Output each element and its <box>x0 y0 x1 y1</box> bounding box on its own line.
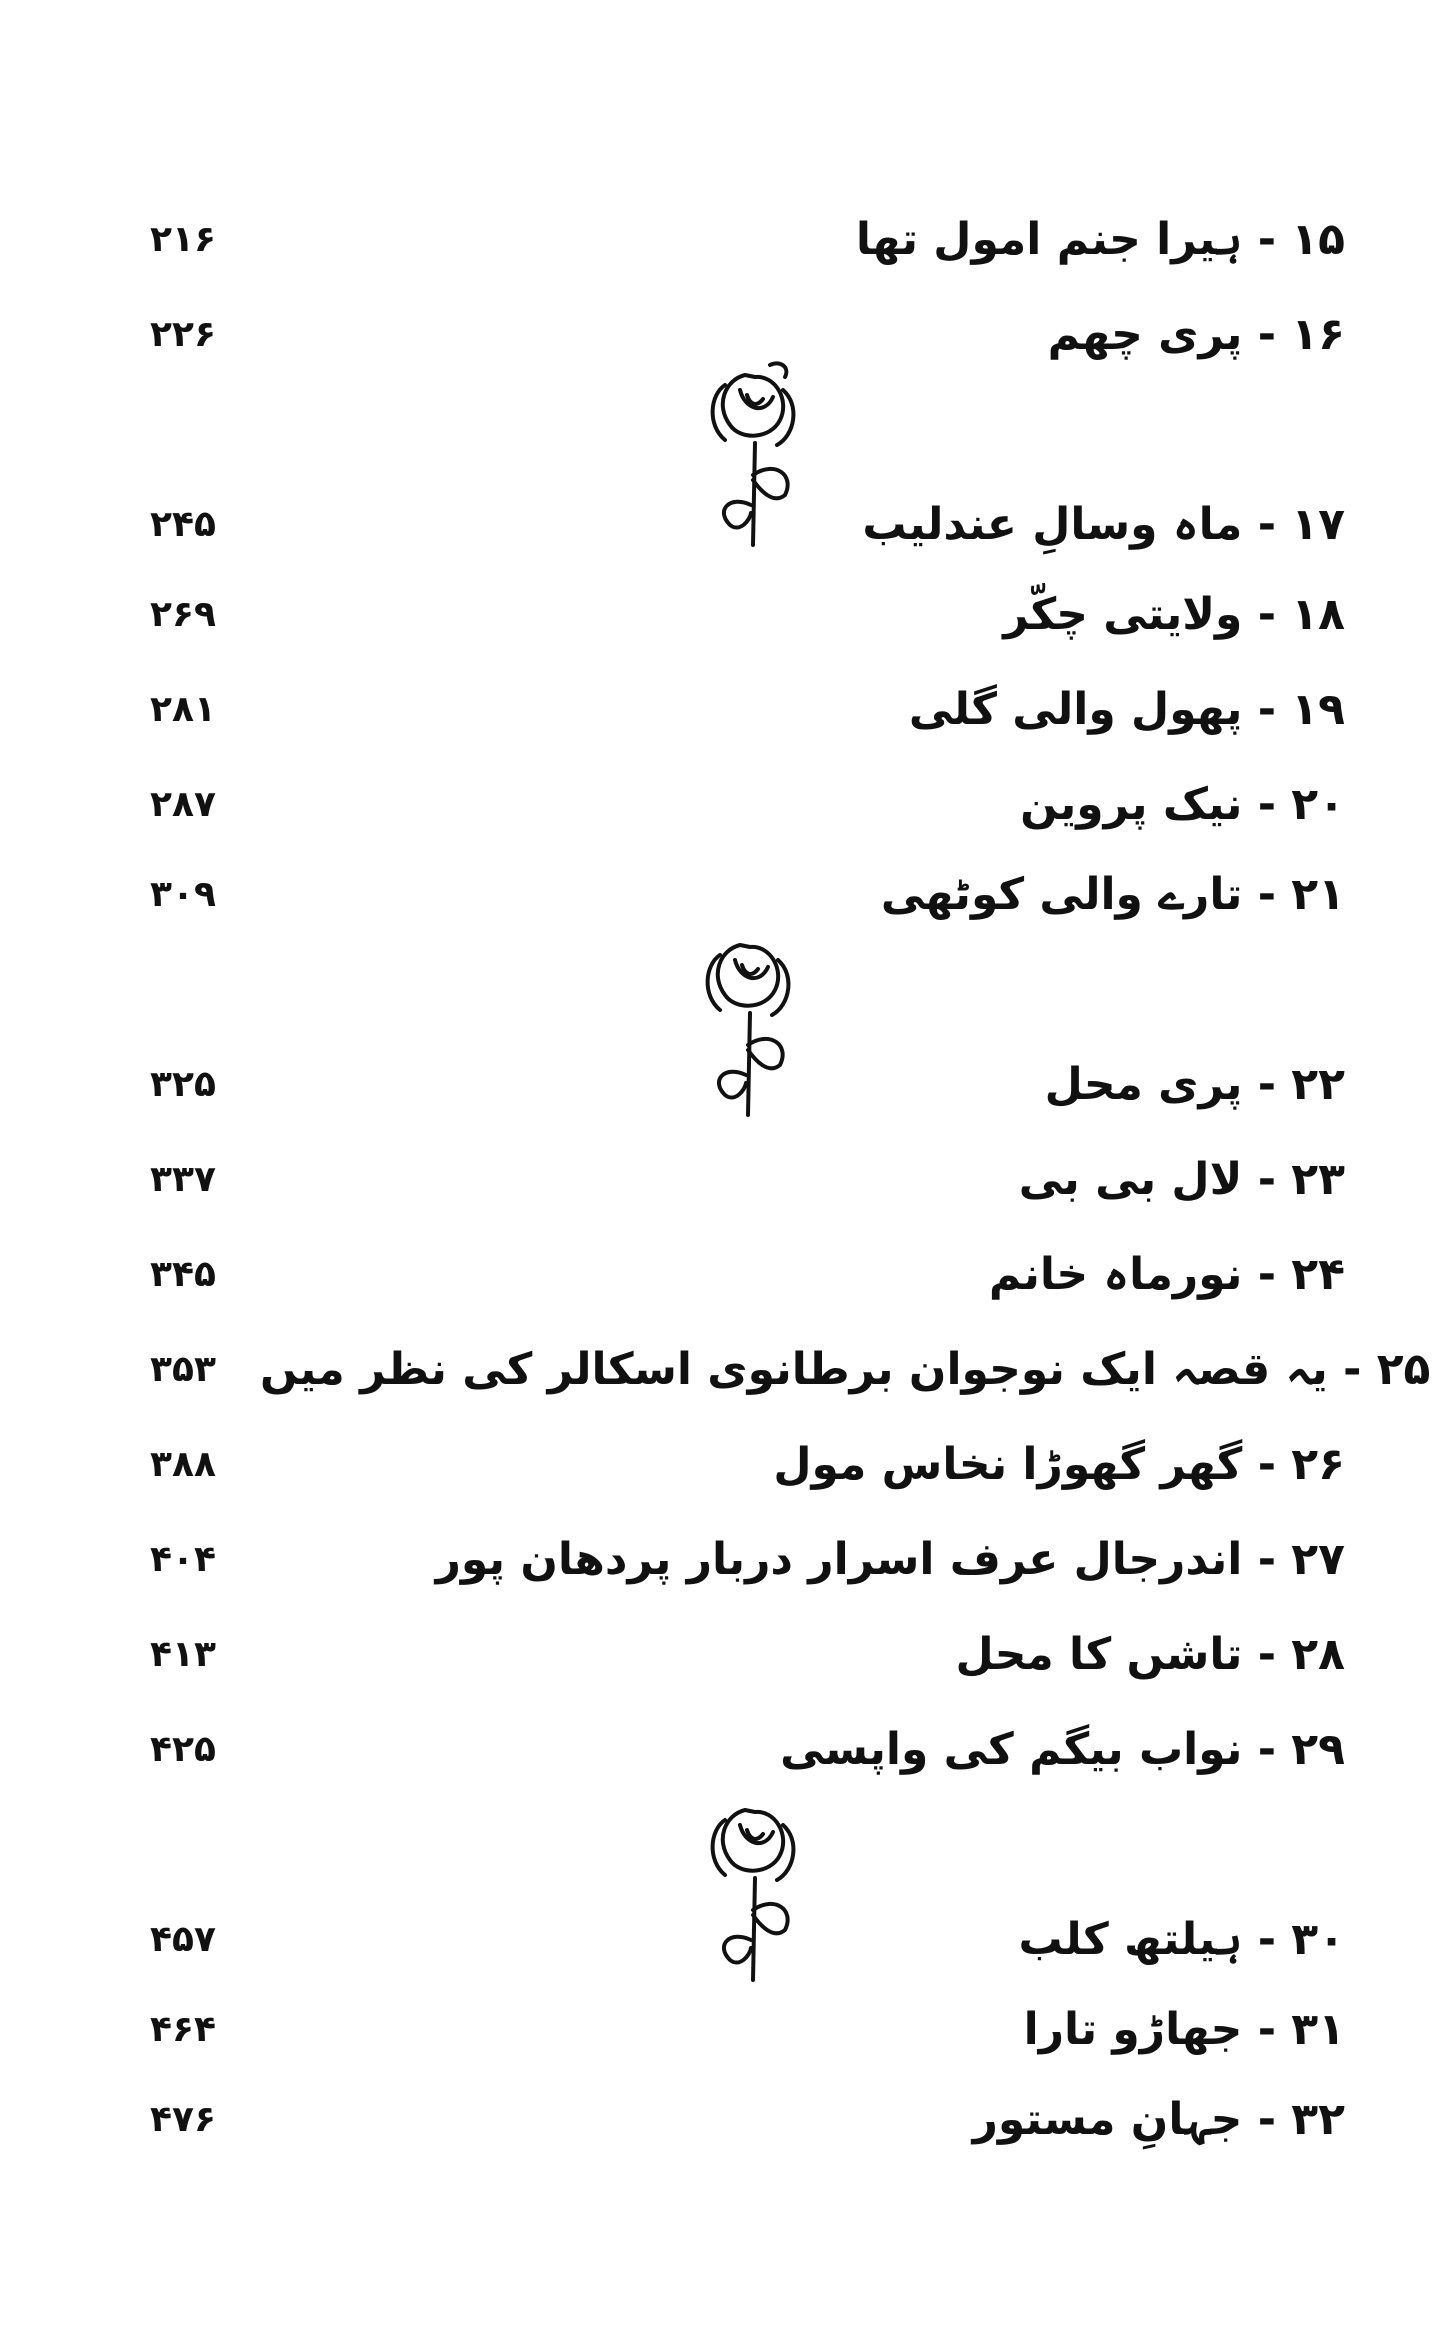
toc-title: ۲۲ - پری محل <box>1044 1059 1345 1110</box>
toc-page-number: ۲۴۵ <box>150 504 216 545</box>
toc-entry <box>150 1620 1345 1690</box>
toc-title: ۳۱ - جھاڑو تارا <box>1023 2004 1345 2055</box>
toc-title: ۱۶ - پری چھم <box>1047 309 1345 360</box>
toc-page-number: ۴۶۴ <box>150 2009 216 2050</box>
toc-title: ۳۲ - جہانِ مستور <box>972 2094 1345 2145</box>
toc-entry <box>150 490 1345 560</box>
toc-title: ۲۵ - یہ قصہ ایک نوجوان برطانوی اسکالر کی نظر میں <box>260 1344 1431 1395</box>
toc-page-number: ۴۷۶ <box>150 2099 216 2140</box>
toc-entry <box>150 2085 1345 2155</box>
toc-title: ۲۱ - تارے والی کوٹھی <box>880 869 1345 920</box>
toc-entry <box>150 1430 1345 1500</box>
toc-title: ۲۹ - نواب بیگم کی واپسی <box>780 1724 1345 1775</box>
toc-page-number: ۳۲۵ <box>150 1064 216 1105</box>
toc-title: ۲۸ - تاشں کا محل <box>955 1629 1345 1680</box>
toc-title: ۱۸ - ولایتی چکّر <box>1003 589 1345 640</box>
toc-title: ۱۷ - ماہ وسالِ عندلیب <box>862 499 1345 550</box>
toc-page-number: ۲۱۶ <box>150 219 216 260</box>
toc-page-number: ۲۸۷ <box>150 784 216 825</box>
toc-entry <box>150 1050 1345 1120</box>
toc-entry <box>150 1335 1431 1405</box>
toc-page-number: ۳۰۹ <box>150 874 216 915</box>
toc-page-number: ۲۲۶ <box>150 314 216 355</box>
toc-entry <box>150 580 1345 650</box>
toc-entry <box>150 675 1345 745</box>
toc-entry <box>150 205 1345 275</box>
toc-entry <box>150 1145 1345 1215</box>
toc-page-number: ۳۸۸ <box>150 1444 216 1485</box>
toc-title: ۲۷ - اندرجال عرف اسرار دربار پردھان پور <box>435 1534 1345 1585</box>
toc-page-number: ۲۸۱ <box>150 689 216 730</box>
toc-title: ۲۶ - گھر گھوڑا نخاس مول <box>773 1439 1345 1490</box>
toc-entry <box>150 860 1345 930</box>
toc-title: ۲۳ - لال بی بی <box>1018 1154 1345 1205</box>
toc-page-number: ۳۳۷ <box>150 1159 216 1200</box>
toc-entry <box>150 1240 1345 1310</box>
toc-entry <box>150 1525 1345 1595</box>
toc-page-number: ۴۱۳ <box>150 1634 216 1675</box>
toc-title: ۲۰ - نیک پروین <box>1020 779 1345 830</box>
toc-title: ۳۰ - ہیلتھ کلب <box>1018 1914 1345 1965</box>
toc-page-number: ۴۵۷ <box>150 1919 216 1960</box>
toc-title: ۲۴ - نورماہ خانم <box>988 1249 1345 1300</box>
toc-page-number: ۴۲۵ <box>150 1729 216 1770</box>
toc-page-number: ۳۴۵ <box>150 1254 216 1295</box>
toc-page-number: ۳۵۳ <box>150 1349 216 1390</box>
toc-entry <box>150 770 1345 840</box>
toc-entry <box>150 1995 1345 2065</box>
toc-page-number: ۲۶۹ <box>150 594 216 635</box>
toc-title: ۱۵ - ہیرا جنم امول تھا <box>855 214 1345 265</box>
toc-entry <box>150 1715 1345 1785</box>
toc-entry <box>150 1905 1345 1975</box>
toc-page-number: ۴۰۴ <box>150 1539 216 1580</box>
toc-title: ۱۹ - پھول والی گلی <box>908 684 1345 735</box>
